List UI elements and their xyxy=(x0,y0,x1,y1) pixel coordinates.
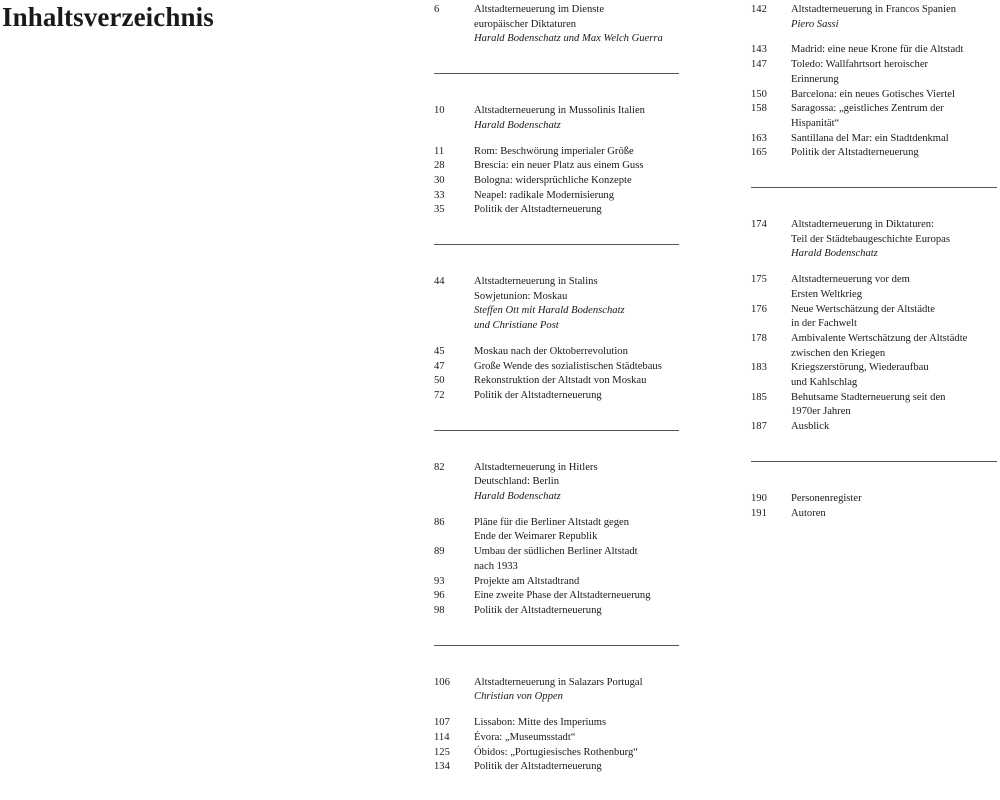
toc-section xyxy=(751,218,997,435)
toc-item xyxy=(751,273,997,302)
toc-item xyxy=(751,146,997,161)
page-number: 106 xyxy=(434,676,450,688)
page-number: 45 xyxy=(434,345,445,357)
entry-title: Behutsame Stadterneuerung seit den 1970er Jahren xyxy=(791,391,946,418)
toc-item xyxy=(751,420,997,435)
chapter-heading xyxy=(434,3,679,47)
toc-item xyxy=(434,604,679,619)
chapter-author: Harald Bodenschatz xyxy=(474,491,561,503)
entry-title: Évora: „Museumsstadt“ xyxy=(474,731,576,743)
page-number: 28 xyxy=(434,160,445,172)
toc-item xyxy=(751,492,997,507)
entry-title: Lissabon: Mitte des Imperiums xyxy=(474,717,607,729)
entry-title: Rom: Beschwörung imperialer Größe xyxy=(474,145,634,157)
page-number: 150 xyxy=(751,88,767,100)
toc-item xyxy=(751,507,997,522)
toc-item xyxy=(751,391,997,420)
toc-item xyxy=(434,345,679,360)
chapter-heading xyxy=(434,461,679,505)
entry-title: Madrid: eine neue Krone für die Altstadt xyxy=(791,44,964,56)
toc-item xyxy=(434,189,679,204)
toc-item xyxy=(434,731,679,746)
entry-title: Neue Wertschätzung der Altstädte in der Fachwelt xyxy=(791,303,935,330)
page-number: 47 xyxy=(434,360,445,372)
page-number: 185 xyxy=(751,391,767,403)
entry-title: Altstadterneuerung in Mussolinis Italien Harald Bodenschatz xyxy=(474,104,679,133)
page-number: 44 xyxy=(434,276,445,288)
entry-title: Politik der Altstadterneuerung xyxy=(474,604,602,616)
page-number: 82 xyxy=(434,461,445,473)
entry-title: Rekonstruktion der Altstadt von Moskau xyxy=(474,375,647,387)
page-number: 134 xyxy=(434,761,450,773)
page-number: 107 xyxy=(434,717,450,729)
page-number: 165 xyxy=(751,147,767,159)
toc-item xyxy=(434,145,679,160)
toc-item xyxy=(751,132,997,147)
toc-item xyxy=(751,102,997,131)
page-number: 158 xyxy=(751,103,767,115)
chapter-heading xyxy=(751,218,997,262)
entry-title: Altstadterneuerung im Dienste europäischer Diktaturen Harald Bodenschatz und Max Welch Guerra xyxy=(474,3,679,47)
entry-title: Altstadterneuerung vor dem Ersten Weltkrieg xyxy=(791,274,910,300)
toc-item xyxy=(434,360,679,375)
entry-title: Toledo: Wallfahrtsort heroischer Erinnerung xyxy=(791,59,929,85)
toc-item xyxy=(434,389,679,404)
chapter-author: Piero Sassi xyxy=(791,18,839,30)
toc-item xyxy=(751,43,997,58)
page-number: 125 xyxy=(434,746,450,758)
toc-item xyxy=(434,760,679,775)
page-number: 72 xyxy=(434,389,445,401)
toc-column-right xyxy=(751,3,997,521)
page-number: 174 xyxy=(751,219,767,231)
entry-title: Personenregister xyxy=(791,492,862,504)
page-number: 187 xyxy=(751,421,767,433)
page-number: 183 xyxy=(751,362,767,374)
toc-item xyxy=(434,575,679,590)
page-number: 178 xyxy=(751,332,767,344)
page-number: 11 xyxy=(434,145,445,157)
page-number: 89 xyxy=(434,546,445,558)
entry-title: Autoren xyxy=(791,507,826,519)
chapter-author: Harald Bodenschatz und Max Welch Guerra xyxy=(474,33,663,45)
page-number: 190 xyxy=(751,492,767,504)
page-number: 30 xyxy=(434,174,445,186)
entry-title: Eine zweite Phase der Altstadterneuerung xyxy=(474,590,651,602)
chapter-author: Christian von Oppen xyxy=(474,691,563,703)
entry-title: Bologna: widersprüchliche Konzepte xyxy=(474,174,632,186)
page-number: 191 xyxy=(751,507,767,519)
page-number: 142 xyxy=(751,4,767,15)
toc-item xyxy=(434,174,679,189)
toc-item xyxy=(751,332,997,361)
page-number: 175 xyxy=(751,274,767,286)
page-title: Inhaltsverzeichnis xyxy=(2,2,214,32)
page-number: 147 xyxy=(751,59,767,71)
toc-section xyxy=(434,3,679,47)
toc-section xyxy=(434,275,679,404)
toc-item xyxy=(434,746,679,761)
page-number: 143 xyxy=(751,44,767,56)
section-divider xyxy=(434,73,679,74)
entry-title: Altstadterneuerung in Salazars Portugal Christian von Oppen xyxy=(474,676,679,705)
section-divider xyxy=(434,244,679,245)
entry-title: Projekte am Altstadtrand xyxy=(474,575,580,587)
page-number: 33 xyxy=(434,189,445,201)
chapter-heading xyxy=(434,275,679,334)
toc-section xyxy=(434,461,679,619)
toc-section xyxy=(434,676,679,775)
chapter-heading xyxy=(751,3,997,32)
entry-title: Neapel: radikale Modernisierung xyxy=(474,189,615,201)
toc-item xyxy=(434,374,679,389)
entry-title: Politik der Altstadterneuerung xyxy=(791,147,919,159)
page-number: 93 xyxy=(434,575,445,587)
page-number: 35 xyxy=(434,204,445,216)
toc-column-left xyxy=(434,3,679,775)
page-number: 6 xyxy=(434,4,440,15)
page-number: 96 xyxy=(434,590,445,602)
toc-item xyxy=(434,545,679,574)
section-divider xyxy=(434,645,679,646)
toc-section xyxy=(751,492,997,521)
page-number: 163 xyxy=(751,132,767,144)
entry-title: Altstadterneuerung in Diktaturen: Teil der Städtebaugeschichte Europas Harald Bodenschatz xyxy=(791,218,997,262)
entry-title: Politik der Altstadterneuerung xyxy=(474,389,602,401)
page-number: 114 xyxy=(434,731,450,743)
toc-item xyxy=(434,159,679,174)
chapter-author: und Christiane Post xyxy=(474,320,559,332)
entry-title: Moskau nach der Oktoberrevolution xyxy=(474,345,628,357)
page-number: 50 xyxy=(434,375,445,387)
page-number: 10 xyxy=(434,105,445,117)
toc-item xyxy=(751,88,997,103)
entry-title: Pläne für die Berliner Altstadt gegen Ende der Weimarer Republik xyxy=(474,516,630,543)
entry-title: Umbau der südlichen Berliner Altstadt nach 1933 xyxy=(474,546,638,572)
entry-title: Politik der Altstadterneuerung xyxy=(474,761,602,773)
entry-title: Kriegszerstörung, Wiederaufbau und Kahlschlag xyxy=(791,362,929,389)
entry-title: Altstadterneuerung in Hitlers Deutschland: Berlin Harald Bodenschatz xyxy=(474,461,679,505)
page-number: 176 xyxy=(751,303,767,315)
toc-item xyxy=(434,716,679,731)
toc-item xyxy=(751,361,997,390)
chapter-heading xyxy=(434,676,679,705)
entry-title: Ambivalente Wertschätzung der Altstädte zwischen den Kriegen xyxy=(791,332,968,359)
toc-item xyxy=(434,203,679,218)
entry-title: Altstadterneuerung in Stalins Sowjetunion: Moskau Steffen Ott mit Harald Bodenschatz und Christiane Post xyxy=(474,275,679,334)
chapter-author: Steffen Ott mit Harald Bodenschatz xyxy=(474,305,625,317)
entry-title: Altstadterneuerung in Francos Spanien Piero Sassi xyxy=(791,3,997,32)
entry-title: Große Wende des sozialistischen Städtebaus xyxy=(474,360,662,372)
entry-title: Óbidos: „Portugiesisches Rothenburg“ xyxy=(474,746,638,758)
section-divider xyxy=(751,461,997,462)
toc-item xyxy=(751,303,997,332)
page-number: 86 xyxy=(434,516,445,528)
section-divider xyxy=(751,187,997,188)
entry-title: Saragossa: „geistliches Zentrum der Hispanität“ xyxy=(791,103,944,129)
page-number: 98 xyxy=(434,604,445,616)
toc-section xyxy=(751,3,997,161)
toc-item xyxy=(434,589,679,604)
toc-item xyxy=(751,58,997,87)
chapter-author: Harald Bodenschatz xyxy=(791,248,878,260)
chapter-author: Harald Bodenschatz xyxy=(474,119,561,131)
entry-title: Brescia: ein neuer Platz aus einem Guss xyxy=(474,160,644,172)
section-divider xyxy=(434,430,679,431)
entry-title: Politik der Altstadterneuerung xyxy=(474,204,602,216)
chapter-heading xyxy=(434,104,679,133)
toc-item xyxy=(434,516,679,545)
entry-title: Santillana del Mar: ein Stadtdenkmal xyxy=(791,132,949,144)
entry-title: Ausblick xyxy=(791,421,830,433)
toc-section xyxy=(434,104,679,218)
entry-title: Barcelona: ein neues Gotisches Viertel xyxy=(791,88,955,100)
